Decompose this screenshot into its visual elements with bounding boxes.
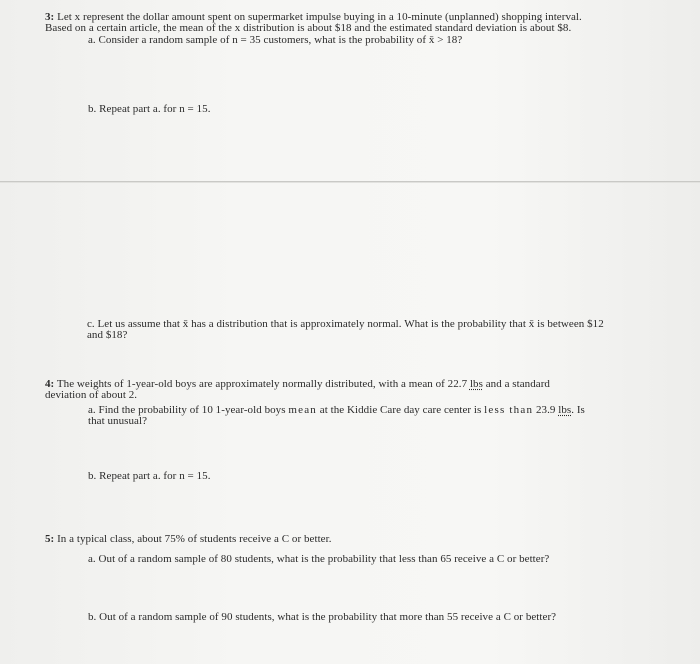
q4-stem-line-2: deviation of about 2. — [45, 389, 138, 401]
q4-part-a-mid: at the Kiddie Care day care center is — [316, 404, 485, 416]
q5-stem-text: In a typical class, about 75% of students receive a C or better. — [57, 533, 332, 545]
q5-part-a: a. Out of a random sample of 80 students, what is the probability that less than 65 receive a C or better? — [88, 553, 550, 565]
q3-part-c-line-2: and $18? — [87, 329, 128, 341]
q3-part-c-line-1: c. Let us assume that x̄ has a distribution that is approximately normal. What is the probability that x̄ is between $12 — [87, 318, 604, 330]
q5-part-b: b. Out of a random sample of 90 students, what is the probability that more than 55 receive a C or better? — [88, 611, 557, 623]
q4-number: 4: — [45, 378, 55, 390]
q3-stem-text-1: Let x represent the dollar amount spent on supermarket impulse buying in a 10-minute (unplanned) shopping interval. — [57, 11, 582, 23]
q4-stem-unit: lbs — [469, 378, 483, 390]
q4-part-a-less-than: less than — [484, 404, 534, 416]
q3-number: 3: — [45, 11, 55, 23]
q4-stem-text-1a: The weights of 1-year-old boys are approximately normally distributed, with a mean of 22.7 — [56, 378, 470, 390]
q4-part-a-unit: lbs — [558, 404, 572, 416]
q3-part-a: a. Consider a random sample of n = 35 customers, what is the probability of x̄ > 18? — [88, 34, 463, 46]
q3-stem-line-2: Based on a certain article, the mean of the x distribution is about $18 and the estimated standard deviation is about $8. — [45, 22, 572, 34]
q4-part-a-suffix: . Is — [571, 404, 585, 416]
q5-stem — [45, 533, 332, 545]
q4-part-a-line-2: that unusual? — [88, 415, 147, 427]
q4-part-b: b. Repeat part a. for n = 15. — [88, 470, 211, 482]
q4-part-a-prefix: a. Find the probability of 10 1-year-old boys — [88, 404, 289, 416]
q4-part-a-mean: mean — [288, 404, 317, 416]
q5-number: 5: — [45, 533, 55, 545]
q4-stem-text-1b: and a standard — [482, 378, 550, 390]
page-divider — [0, 181, 700, 182]
q4-part-a-line-1 — [88, 404, 585, 416]
q4-part-a-value: 23.9 — [533, 404, 559, 416]
q3-part-b: b. Repeat part a. for n = 15. — [88, 103, 211, 115]
